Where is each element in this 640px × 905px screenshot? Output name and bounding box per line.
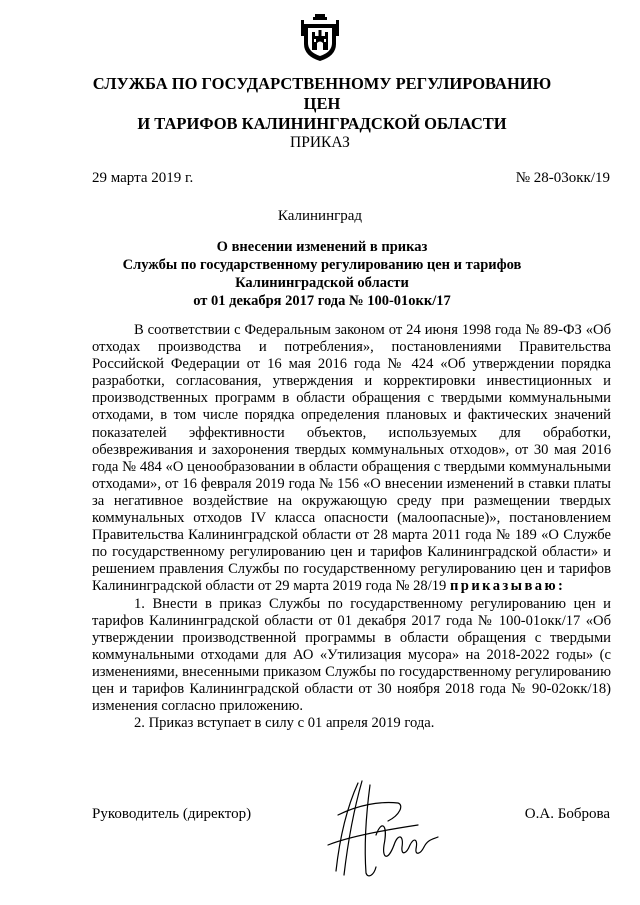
document-subject: [80, 238, 564, 310]
item-2-paragraph: 2. Приказ вступает в силу с 01 апреля 2019 года.: [134, 715, 435, 732]
item-1-paragraph: 1. Внести в приказ Службы по государственному регулированию цен и тарифов Калининградской области от 01 декабря 2017 года № 100-01окк/17 «Об утверждении производственной программы в области обращения с твердыми коммунальными отходами для АО «Утилизация мусора» на 2018-2022 годы» (с изменениями, внесенными приказом Службы по государственному регулированию цен и тарифов Калининградской области от 30 ноября 2018 года № 90-02окк/18) изменения согласно приложению.: [92, 595, 611, 715]
document-date: 29 марта 2019 г.: [92, 170, 194, 186]
signer-title: Руководитель (директор): [92, 806, 252, 822]
preamble-paragraph: [92, 322, 611, 596]
agency-name: [80, 74, 564, 134]
subject-line-4: от 01 декабря 2017 года № 100-01окк/17: [193, 293, 451, 309]
kaliningrad-coat-of-arms-icon: [300, 14, 340, 62]
agency-line-2: И ТАРИФОВ КАЛИНИНГРАДСКОЙ ОБЛАСТИ: [137, 114, 507, 133]
document-city: Калининград: [277, 208, 363, 224]
document-type: ПРИКАЗ: [290, 134, 350, 151]
subject-line-2: Службы по государственному регулированию цен и тарифов: [122, 257, 522, 273]
subject-line-3: Калининградской области: [235, 275, 409, 291]
decree-word: приказываю:: [450, 578, 566, 595]
document-number: № 28-03окк/19: [515, 170, 610, 186]
agency-line-1: СЛУЖБА ПО ГОСУДАРСТВЕННОМУ РЕГУЛИРОВАНИЮ ЦЕН: [92, 74, 552, 113]
document-body: [92, 322, 611, 732]
subject-line-1: О внесении изменений в приказ: [216, 239, 428, 255]
handwritten-signature-icon: [318, 775, 458, 885]
signer-name: О.А. Боброва: [524, 806, 610, 822]
preamble-text: В соответствии с Федеральным законом от 24 июня 1998 года № 89-ФЗ «Об отходах производства и потребления», постановлениями Правительства Российской Федерации от 16 мая 2016 года № 424 «Об утверждении порядка разработки, согласования, утверждения и корректировки инвестиционных и производственных программ в области обращения с твердыми коммунальными отходами, в том числе порядка определения плановых и фактических значений показателей эффективности объектов, используемых для обработки, обезвреживания и захоронения твердых коммунальных отходов», от 30 мая 2016 года № 484 «О ценообразовании в области обращения с твердыми коммунальными отходами», от 16 февраля 2019 года № 156 «О внесении изменений в ставки платы за негативное воздействие на окружающую среду при размещении твердых коммунальных отходов IV класса опасности (малоопасные)», постановлением Правительства Калининградской области от 28 марта 2011 года № 189 «О Службе по государственному регулированию цен и тарифов Калининградской области» и решением правления Службы по государственному регулированию цен и тарифов Калининградской области от 29 марта 2019 года № 28/19: [92, 322, 611, 595]
